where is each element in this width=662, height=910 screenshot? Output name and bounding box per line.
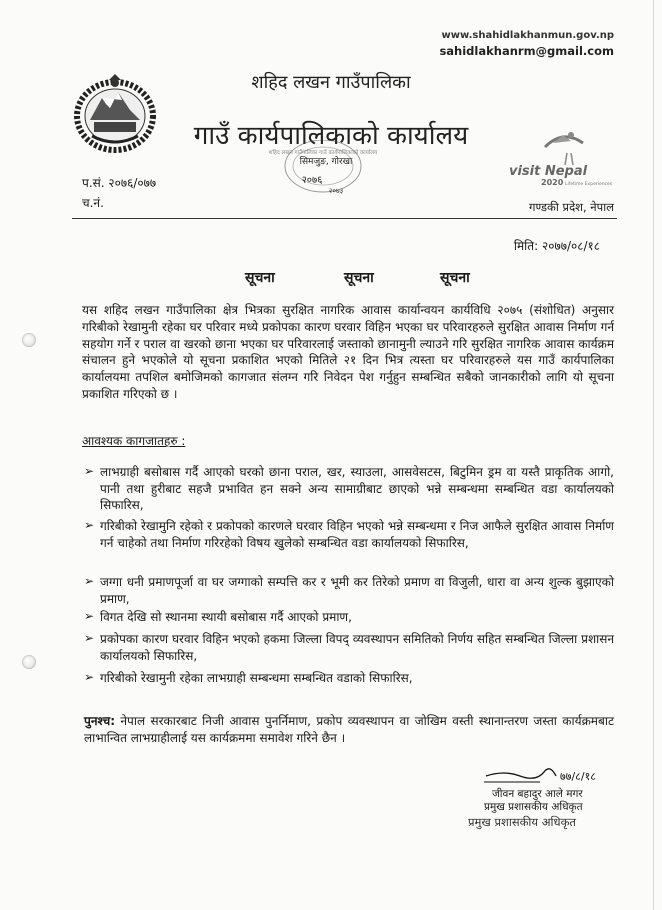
arrow-bullet-icon: ➢	[84, 631, 95, 645]
document-item-text: गरिबीको रेखामुनी रहेका लाभग्राही सम्बन्धमा सम्बन्धित वडाको सिफारिस,	[100, 671, 413, 685]
header-divider	[72, 218, 617, 219]
notice-word-2: सूचना	[344, 270, 374, 286]
arrow-bullet-icon: ➢	[84, 574, 95, 588]
municipality-name: शहिद लखन गाउँपालिका	[251, 72, 411, 93]
website-text: www.shahidlakhanmun.gov.np	[441, 30, 614, 41]
dispatch-number: च.नं.	[82, 196, 104, 210]
province-text: गण्डकी प्रदेश, नेपाल	[528, 200, 614, 214]
notice-date: मिति: २०७७/०८/१८	[513, 239, 600, 253]
visit-nepal-logo	[505, 125, 613, 191]
postscript-label: पुनश्च:	[84, 714, 115, 728]
document-item-text: प्रकोपका कारण घरवार विहिन भएको हकमा जिल्ला विपद् व्यवस्थापन समितिको निर्णय सहित सम्बन्धित जिल्ला प्रशासन कार्यालयको सिफारिस,	[100, 632, 614, 663]
stamp-circle-text: शहिद लखन गाउँपालिका गाउँ कार्यपालिकाको कार्यालय	[268, 150, 378, 156]
officer-title: प्रमुख प्रशासकीय अधिकृत	[484, 801, 583, 813]
arrow-bullet-icon: ➢	[84, 670, 95, 684]
stamp-line1: सिमजुङ, गोरखा	[299, 157, 353, 167]
visit-year: 2020	[541, 178, 564, 187]
document-item-text: जग्गा धनी प्रमाणपूर्जा वा घर जग्गाको सम्पत्ति कर र भूमी कर तिरेको प्रमाण वा विजुली, धारा वा अन्य शुल्क बुझाएको प्रमाण,	[100, 575, 614, 606]
reference-number: प.सं. २०७६/०७७	[82, 176, 157, 190]
document-item-text: विगत देखि सो स्थानमा स्थायी बसोबास गर्दै आएको प्रमाण,	[100, 610, 352, 624]
arrow-bullet-icon: ➢	[84, 609, 95, 623]
postscript-text: नेपाल सरकारबाट निजी आवास पुनर्निमाण, प्रकोप व्यवस्थापन वा जोखिम वस्ती स्थानान्तरण जस्ता कार्यक्रमबाट लाभान्वित लाभग्राहीलाई यस कार्यक्रममा समावेश गरिने छैन ।	[84, 714, 614, 745]
officer-name: जीवन बहादुर आले मगर	[492, 788, 583, 800]
notice-body: यस शहिद लखन गाउँपालिका क्षेत्र भित्रका सुरक्षित नागरिक आवास कार्यान्वयन कार्यविधि २०७५ (संशोधित) अनुसार गरिबीको रेखामुनी रहेका घर परिवार मध्ये प्रकोपका कारण घरवार विहिन भएका घर परिवारहरुले सुरक्षित आवास निर्माण गर्न सहयोग गर्ने र पराल वा खरको छाना भएका घर परिवारलाई जस्ताको छानामुनी ल्याउने गरि सुरक्षित नागरिक आवास कार्यक्रम संचालन हुने भएकोले यो सूचना प्रकाशित भएको मितिले २१ दिन भित्र त्यस्ता घर परिवारहरुले यस गाउँ कार्यपालिका कार्यालयमा तपशिल बमोजिमको कागजात संलग्न गरि निवेदन पेश गर्नुहुन सम्बन्धित सबैको जानकारीको लागि यो सूचना प्रकाशित गरिएको छ ।	[82, 303, 614, 401]
document-item-text: लाभग्राही बसोबास गर्दै आएको घरको छाना पराल, खर, स्याउला, आसवेसटस, बिटुमिन ड्रम वा यस्तै प्राकृतिक आगो, पानी तथा हुरीबाट सहजै प्रभावित हन सक्ने अन्य सामाग्रीबाट छाएको भन्ने सम्बन्धमा सम्बन्धित वडा कार्यालयको सिफारिस,	[100, 465, 614, 512]
arrow-bullet-icon: ➢	[84, 518, 95, 532]
designation-seal: प्रमुख प्रशासकीय अधिकृत	[468, 815, 576, 829]
punch-hole-top	[22, 333, 36, 347]
notice-word-1: सूचना	[245, 270, 275, 286]
office-name: गाउँ कार्यपालिकाको कार्यालय	[193, 121, 469, 151]
arrow-bullet-icon: ➢	[84, 464, 95, 478]
signature	[484, 762, 614, 786]
document-item-text: गरिबीको रेखामुनि रहेको र प्रकोपको कारणले घरवार विहिन भएको भन्ने सम्बन्धमा र निज आफैले सुरक्षित आवास निर्माण गर्न चाहेको तथा निर्माण गरिरहेको विषय खुलेको सम्बन्धित वडा कार्यालयको सिफारिस,	[100, 519, 614, 550]
documents-heading: आवश्यक कागजातहरु :	[82, 434, 186, 448]
stamp-line2: २०७६	[301, 175, 323, 186]
visit-logo-text: visit Nepal	[509, 164, 588, 179]
stamp-line3: २०७३	[328, 187, 344, 195]
punch-hole-bottom	[22, 655, 36, 669]
signature-date: ७७/८/१८	[560, 770, 597, 783]
postscript	[84, 713, 614, 747]
notice-word-3: सूचना	[440, 270, 470, 286]
office-stamp	[268, 140, 378, 198]
visit-tag: Lifetime Experiences	[565, 182, 613, 187]
email-text: sahidlakhanrm@gmail.com	[439, 44, 614, 58]
